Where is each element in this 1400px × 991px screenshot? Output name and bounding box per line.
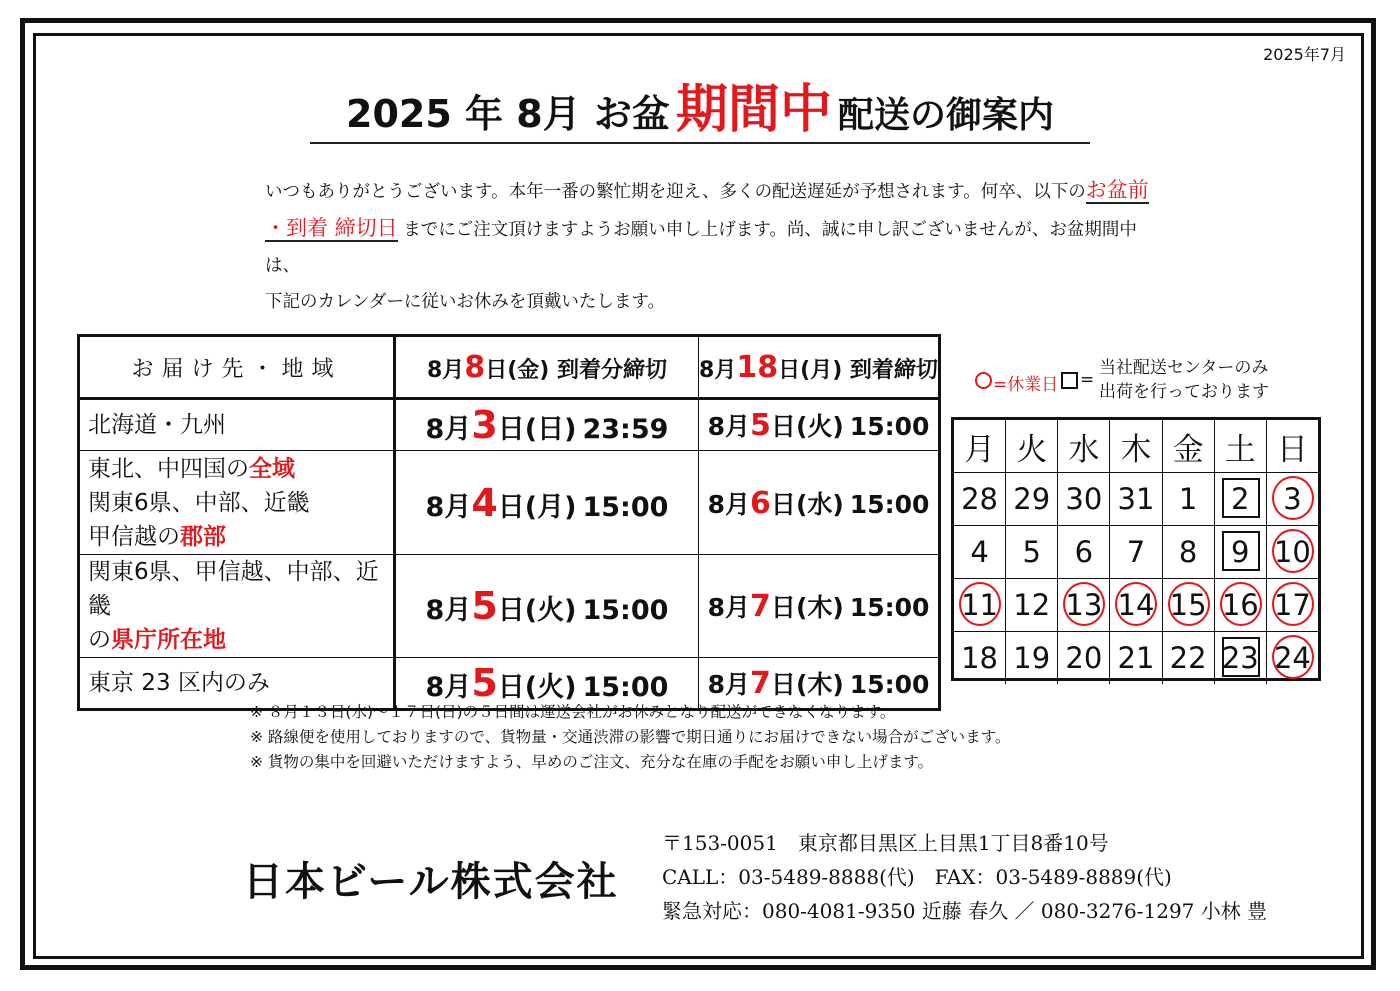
depot-square-icon <box>1061 372 1078 389</box>
calendar-day-holiday: 13 <box>1057 579 1109 631</box>
calendar-week-row <box>954 472 1318 525</box>
calendar-day-holiday: 24 <box>1266 632 1318 684</box>
calendar-weekday-row <box>954 420 1318 472</box>
legend-holiday-label: =休業日 <box>993 375 1059 395</box>
phone-fax: CALL：03-5489-8888(代) FAX：03-5489-8889(代) <box>662 865 1172 889</box>
calendar-day: 8 <box>1162 526 1214 578</box>
address: 〒153-0051 東京都目黒区上目黒1丁目8番10号 <box>662 831 1109 855</box>
title-part1: 2025 年 8月 お盆 <box>346 92 670 136</box>
deadline-cell-post: 8月7日(木) 15:00 <box>699 555 940 658</box>
calendar <box>951 417 1321 681</box>
calendar-day-depot: 2 <box>1214 473 1266 525</box>
schedule-row <box>79 399 940 451</box>
calendar-day: 4 <box>970 535 989 569</box>
deadline-cell-post: 8月6日(水) 15:00 <box>699 451 940 555</box>
schedule-table <box>77 334 941 711</box>
note-item: ※ 路線便を使用しておりますので、貨物量・交通渋滞の影響で期日通りにお届けできない場合がございます。 <box>250 728 1011 746</box>
calendar-day: 7 <box>1109 526 1161 578</box>
deadline-cell-pre: 8月3日(日) 23:59 <box>395 399 699 451</box>
calendar-day: 21 <box>1109 632 1161 684</box>
intro-line1: いつもありがとうございます。本年一番の繁忙期を迎え、多くの配送遅延が予想されます。何卒、以下の <box>265 182 1086 202</box>
intro-highlight-1: お盆前 <box>1085 178 1149 202</box>
calendar-day-holiday: 14 <box>1109 579 1161 631</box>
calendar-day: 20 <box>1057 632 1109 684</box>
company-name: 日本ビール株式会社 <box>243 859 619 905</box>
weekday-label: 木 <box>1109 420 1161 472</box>
emergency-contact: 緊急対応：080-4081-9350 近藤 春久 ／ 080-3276-1297 小林 豊 <box>662 899 1268 923</box>
calendar-day-holiday: 17 <box>1266 579 1318 631</box>
calendar-day: 12 <box>1005 579 1057 631</box>
calendar-day: 19 <box>1005 632 1057 684</box>
calendar-day-depot: 9 <box>1214 526 1266 578</box>
weekday-label: 金 <box>1162 420 1214 472</box>
calendar-day-holiday: 10 <box>1266 526 1318 578</box>
title-highlight: 期間中 <box>675 80 832 140</box>
note-item: ※ 貨物の集中を回避いただけますよう、早めのご注文、充分な在庫の手配をお願い申し上げます。 <box>250 753 934 771</box>
weekday-label: 土 <box>1214 420 1266 472</box>
intro-line2: までにご注文頂けますようお願い申し上げます。尚、誠に申し訳ございませんが、お盆期間中は、 <box>265 220 1137 276</box>
schedule-header-row <box>79 336 940 399</box>
calendar-day: 22 <box>1162 632 1214 684</box>
deadline-cell-post: 8月5日(火) 15:00 <box>699 399 940 451</box>
region-cell: 北海道・九州 <box>79 399 395 451</box>
page-title <box>310 78 1090 144</box>
header-col2: 8月18日(月) 到着締切 <box>699 336 940 399</box>
legend-depot-label: 当社配送センターのみ 出荷を行っております <box>1099 358 1269 402</box>
intro-paragraph <box>265 172 1165 320</box>
calendar-week-row <box>954 631 1318 684</box>
intro-line3: 下記のカレンダーに従いお休みを頂戴いたします。 <box>265 292 665 312</box>
calendar-day: 31 <box>1109 473 1161 525</box>
calendar-day: 18 <box>961 641 999 675</box>
calendar-day-holiday: 15 <box>1162 579 1214 631</box>
intro-highlight-2: ・到着 締切日 <box>265 216 398 240</box>
region-cell: 東北、中四国の全域 関東6県、中部、近畿 甲信越の郡部 <box>79 451 395 555</box>
weekday-label: 月 <box>964 431 996 468</box>
calendar-day: 5 <box>1005 526 1057 578</box>
calendar-day-depot: 23 <box>1214 632 1266 684</box>
deadline-cell-post: 8月7日(木) 15:00 <box>699 658 940 710</box>
deadline-cell-pre: 8月5日(火) 15:00 <box>395 555 699 658</box>
calendar-day: 30 <box>1057 473 1109 525</box>
schedule-row <box>79 555 940 658</box>
calendar-day-holiday: 11 <box>954 579 1005 631</box>
schedule-row <box>79 451 940 555</box>
header-region: お届け先・地域 <box>79 336 395 399</box>
title-part2: 配送の御案内 <box>837 95 1054 136</box>
region-cell: 東京 23 区内のみ <box>79 658 395 710</box>
deadline-cell-pre: 8月4日(月) 15:00 <box>395 451 699 555</box>
contact-info <box>662 826 1267 928</box>
legend-depot-eq: = <box>1080 370 1095 390</box>
calendar-day: 6 <box>1057 526 1109 578</box>
calendar-week-row <box>954 578 1318 631</box>
weekday-label: 水 <box>1057 420 1109 472</box>
weekday-label: 日 <box>1266 420 1318 472</box>
note-item: ※ ８月１３日(水)～１７日(日)の５日間は運送会社がお休みとなり配送ができなくなります。 <box>250 703 896 721</box>
calendar-day: 28 <box>961 482 999 516</box>
issue-date: 2025年7月 <box>1263 45 1346 64</box>
header-col1: 8月8日(金) 到着分締切 <box>395 336 699 399</box>
region-cell: 関東6県、甲信越、中部、近畿 の県庁所在地 <box>79 555 395 658</box>
calendar-day: 29 <box>1005 473 1057 525</box>
holiday-circle-icon <box>975 372 992 389</box>
calendar-day: 1 <box>1162 473 1214 525</box>
weekday-label: 火 <box>1005 420 1057 472</box>
calendar-day-holiday: 16 <box>1214 579 1266 631</box>
notes <box>250 700 1010 775</box>
calendar-day-holiday: 3 <box>1266 473 1318 525</box>
deadline-cell-pre: 8月5日(火) 15:00 <box>395 658 699 710</box>
calendar-week-row <box>954 525 1318 578</box>
